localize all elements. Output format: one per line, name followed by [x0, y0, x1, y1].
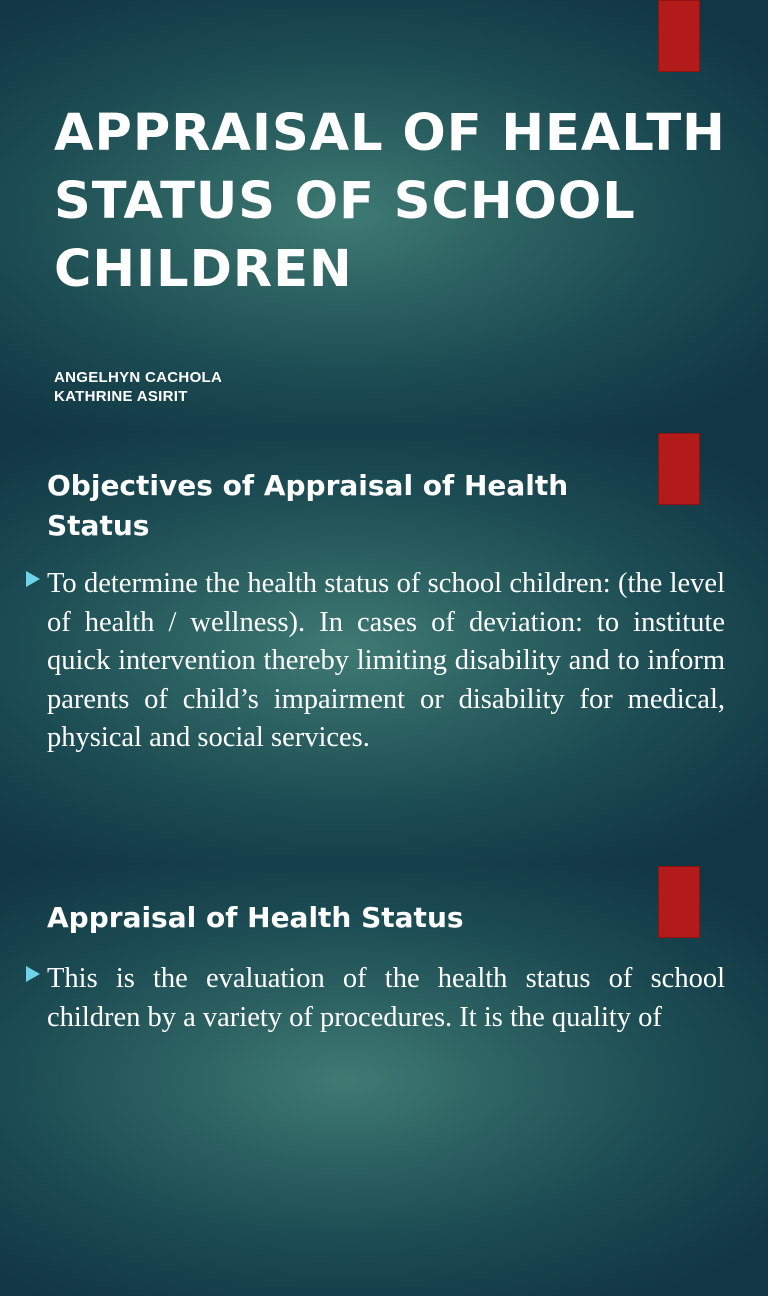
author-name: ANGELHYN CACHOLA: [54, 369, 223, 386]
slide-title: APPRAISAL OF HEALTH STATUS OF SCHOOL CHILDREN: [54, 104, 726, 299]
bullet-text: This is the evaluation of the health status of school children by a variety of procedures. It is the quality of: [47, 963, 725, 1033]
bullet-text: To determine the health status of school children: (the level of health / wellness). In cases of deviation: to institute quick intervention thereby limiting disability and to inform parents of child’s impairment or disability for medical, physical and social services.: [47, 568, 725, 753]
accent-bar: [658, 0, 700, 72]
accent-bar: [658, 866, 700, 938]
author-name: KATHRINE ASIRIT: [54, 388, 188, 405]
appraisal-slide: [0, 864, 768, 1296]
slide-heading: Objectives of Appraisal of Health Status: [47, 469, 569, 542]
authors: [54, 368, 222, 406]
objectives-slide: [0, 432, 768, 864]
accent-bar: [658, 433, 700, 505]
triangle-bullet-icon: [26, 571, 40, 587]
bullet-item: [26, 960, 726, 1037]
triangle-bullet-icon: [26, 966, 40, 982]
slide-heading: Appraisal of Health Status: [47, 901, 464, 934]
bullet-item: [26, 565, 726, 758]
title-slide: [0, 0, 768, 432]
